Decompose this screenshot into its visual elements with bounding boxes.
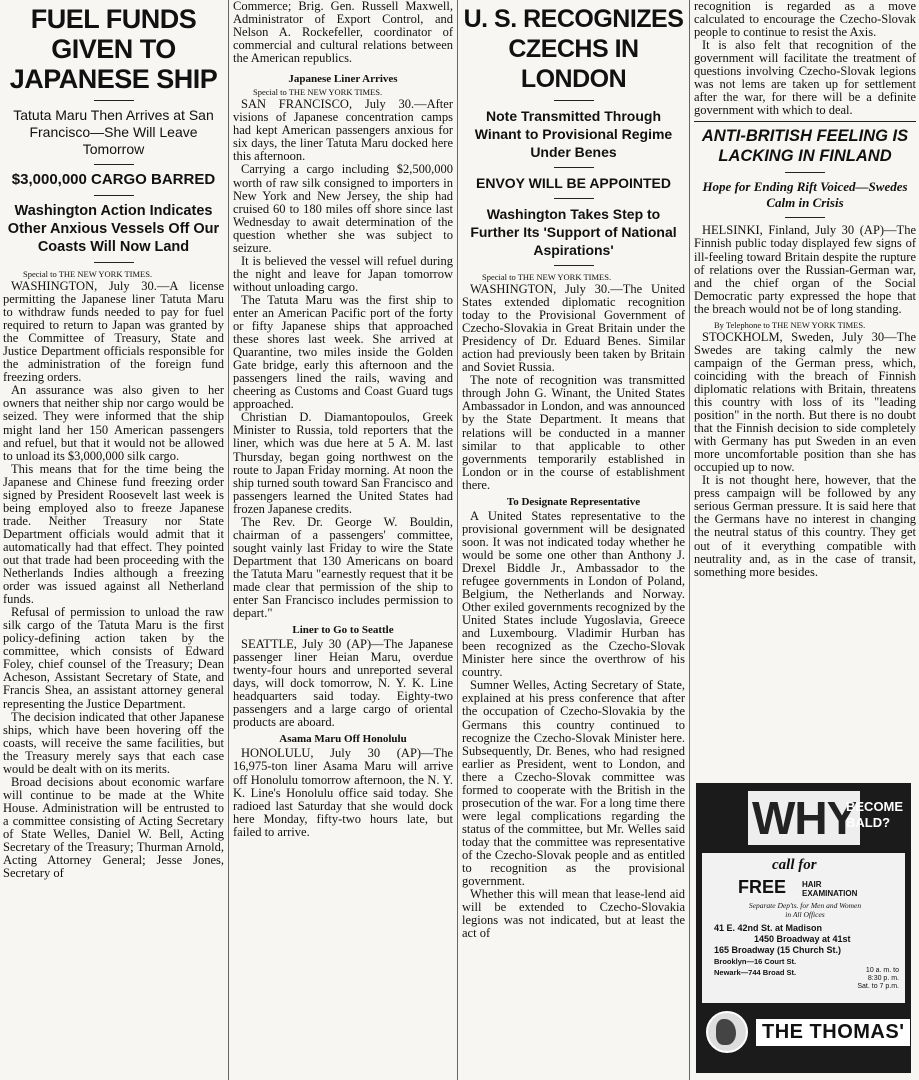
ad-address: 1450 Broadway at 41st: [754, 934, 851, 944]
paragraph: This means that for the time being the Japanese and Chinese fund freezing order signed by President Roosevelt last week is being employed also to freeze Japanese trade. Neither Treasury nor State Department officials would admit that it automatically had that effect. They pointed out that trade had been proceeding with the Netherlands Indies although a freezing order was issued against all Netherland funds.: [3, 461, 224, 607]
divider: [554, 198, 594, 199]
article-continued: [233, 0, 453, 65]
ad-examination: EXAMINATION: [802, 889, 858, 898]
deck-washington-step: Washington Takes Step to Further Its 'Support of National Aspirations': [470, 206, 677, 258]
ad-bald: BALD?: [846, 815, 891, 830]
deck-tatuta-arrives: Tatuta Maru Then Arrives at San Francisco—She Will Leave Tomorrow: [13, 107, 214, 157]
paragraph: It is also felt that recognition of the government will facilitate the treatment of questions involving Czecho-Slovak legions was not lems are taken up for settlement after the war, for there will be a definite government with which to deal.: [694, 38, 916, 118]
ad-offer-panel: [702, 853, 905, 1003]
ad-address: 41 E. 42nd St. at Madison: [714, 923, 823, 933]
headline-finland: ANTI-BRITISH FEELING IS LACKING IN FINLAND: [701, 127, 909, 166]
paragraph: STOCKHOLM, Sweden, July 30—The Swedes are taking calmly the new campaign of the German press, which, coinciding with the breach of Finnish diplomatic relations with Britain, threatens this country with loss of its "leading position" in the north. But there is no doubt that the Finnish decision to side completely with Germany has put Sweden in an even more uncomfortable position than she has occupied up to now.: [694, 329, 916, 475]
paragraph: SEATTLE, July 30 (AP)—The Japanese passenger liner Heian Maru, overdue twenty-four hours and unreported several days, will dock tomorrow, N. Y. K. Line headquarters said today. Eighty-two passengers and a large cargo of oriental products are aboard.: [233, 637, 453, 730]
column-rule: [689, 0, 690, 1080]
paragraph: An assurance was also given to her owners that neither ship nor cargo would be seized. They were informed that the ship might land her 150 American passengers and refuel, but that it would not be allowed to unload its $3,000,000 silk cargo.: [3, 383, 224, 463]
ad-call-for: call for: [772, 857, 817, 873]
paragraph: recognition is regarded as a move calculated to encourage the Czecho-Slovak people to continue to resist the Axis.: [694, 0, 916, 40]
article-body: [694, 331, 916, 579]
headline-fuel-funds: FUEL FUNDS GIVEN TO JAPANESE SHIP: [9, 4, 218, 94]
special-credit: By Telephone to THE NEW YORK TIMES.: [714, 319, 866, 330]
article-body: [462, 283, 685, 492]
deck-washington-action: Washington Action Indicates Other Anxious Vessels Off Our Coasts Will Now Land: [7, 203, 220, 255]
ad-brand: THE THOMAS': [756, 1019, 910, 1046]
paragraph: It is believed the vessel will refuel during the night and leave for Japan tomorrow without unloading cargo.: [233, 253, 453, 294]
special-credit: Special to THE NEW YORK TIMES.: [482, 272, 612, 282]
ad-become-bald: [846, 799, 903, 831]
paragraph: WASHINGTON, July 30.—The United States extended diplomatic recognition today to the Provisional Government of Czecho-Slovakia in Great Britain under the Presidency of Dr. Eduard Benes. Similar action had previously been taken by Britain and Soviet Russia.: [462, 282, 685, 375]
divider: [785, 217, 825, 218]
column-rule: [228, 0, 229, 1080]
ad-why: WHY: [748, 791, 860, 845]
special-credit: Special to THE NEW YORK TIMES.: [253, 87, 383, 98]
article-continued: [694, 0, 916, 117]
paragraph: It is not thought here, however, that the press campaign will be followed by any serious German pressure. It is said here that the Germans have no interest in changing the neutral status of this country. They get out of it everything compatible with neutrality and, as in the case of transit, something more besides.: [694, 473, 916, 579]
subhead-japanese-liner: Japanese Liner Arrives: [288, 73, 398, 86]
paragraph: HELSINKI, Finland, July 30 (AP)—The Finnish public today displayed few signs of ill-feeling toward Britain despite the rupture of relations over the Russian-German war, and the chief organ of the Social Democratic party expressed the hope that the breach would not be of long standing.: [694, 223, 916, 316]
divider: [94, 100, 134, 101]
ad-hours-line: 8:30 p. m.: [867, 975, 899, 982]
divider: [554, 167, 594, 168]
globe-icon: [706, 1011, 748, 1053]
column-czechs: [459, 0, 688, 1080]
ad-address: Newark—744 Broad St.: [714, 968, 797, 977]
article-body: [694, 224, 916, 315]
paragraph: Whether this will mean that lease-lend aid will be extended to Czecho-Slovakia legions was not indicated, but at least the act of: [462, 887, 685, 941]
article-body: [233, 638, 453, 729]
ad-hours-line: 10 a. m. to: [865, 967, 899, 974]
column-fuel-funds: [0, 0, 227, 1080]
paragraph: The note of recognition was transmitted through John G. Winant, the United States Ambassador in London, and was announced by the State Department. It means that relations will be conducted in a manner similar to that applicable to other governments temporarily established in London or in the course of establishment there.: [462, 373, 685, 492]
paragraph: Carrying a cargo including $2,500,000 worth of raw silk consigned to importers in New York and New Jersey, the ship had cruised 60 to 180 miles off shore since last Wednesday to await determination of the question whether she was subject to seizure.: [233, 162, 453, 255]
article-body: [233, 747, 453, 838]
divider: [554, 265, 594, 266]
ad-offices: in All Offices: [785, 910, 825, 919]
ad-become: BECOME: [846, 799, 904, 814]
deck-cargo-barred: $3,000,000 CARGO BARRED: [11, 171, 216, 188]
subhead-honolulu: Asama Maru Off Honolulu: [279, 733, 407, 746]
divider: [94, 164, 134, 165]
ad-address: 165 Broadway (15 Church St.): [714, 945, 842, 955]
column-japanese-liner: [230, 0, 456, 1080]
paragraph: HONOLULU, July 30 (AP)—The 16,975-ton liner Asama Maru will arrive off Honolulu tomorrow afternoon, the N. Y. K. Line's Honolulu office said today. She radioed last Saturday that she would dock here Monday, fifty-two hours late, but failed to arrive.: [233, 746, 453, 839]
special-credit: Special to THE NEW YORK TIMES.: [23, 269, 153, 279]
ad-separate: Separate Dep'ts. for Men and Women: [748, 901, 862, 910]
headline-czechs: U. S. RECOGNIZES CZECHS IN LONDON: [463, 5, 684, 93]
ad-separate-depts: [720, 901, 890, 919]
paragraph: WASHINGTON, July 30.—A license permitting the Japanese liner Tatuta Maru to withdraw funds needed to pay for fuel required to return to Japan was granted by the Committee of Treasury, State and Justice Department officials responsible for the administration of the foreign fund freezing orders.: [3, 279, 224, 385]
column-rule: [457, 0, 458, 1080]
paragraph: SAN FRANCISCO, July 30.—After visions of Japanese concentration camps had kept American passengers anxious for six days, the liner Tatuta Maru docked here this afternoon.: [233, 97, 453, 164]
paragraph: The decision indicated that other Japanese ships, which have been hovering off the coasts, will receive the same facilities, but the Treasury merely says that each case would be dealt with on its merits.: [3, 709, 224, 776]
deck-note-transmitted: Note Transmitted Through Winant to Provisional Regime Under Benes: [474, 108, 673, 160]
paragraph: Broad decisions about economic warfare will continue to be made at the White House. Administration will be entrusted to a committee consisting of Acting Secretary of State Welles, Daniel W. Bell, Acting Secretary of the Treasury; Thurman Arnold, Acting Attorney General; Jesse Jones, Secretary of: [3, 774, 224, 881]
article-body: [462, 510, 685, 941]
divider: [694, 121, 916, 122]
subhead-seattle: Liner to Go to Seattle: [292, 624, 394, 637]
paragraph: Refusal of permission to unload the raw silk cargo of the Tatuta Maru is the first policy-defining action taken by the committee, which consists of Edward Foley, chief counsel of the Treasury; Dean Acheson, Assistant Secretary of State, and Francis Shea, an assistant attorney general representing the Justice Department.: [3, 605, 224, 711]
ad-address: Brooklyn—16 Court St.: [714, 957, 797, 966]
advertisement-thomas: [696, 783, 911, 1073]
divider: [94, 262, 134, 263]
column-finland: [691, 0, 919, 1080]
ad-hair-examination: [802, 880, 857, 898]
divider: [554, 100, 594, 101]
ad-hours-line: Sat. to 7 p.m.: [857, 983, 899, 990]
ad-free: FREE: [738, 877, 787, 897]
article-body: [3, 280, 224, 880]
paragraph: Sumner Welles, Acting Secretary of State, explained at his press conference that after the occupation of Czecho-Slovakia by the Germans this country continued to recognize the Czecho-Slovak Minister here. Subsequently, Dr. Benes, who had resigned earlier as President, went to London, and there a Czecho-Slovak committee was formed to cooperate with the British in the prosecution of the war. For a long time there were legal complications regarding the status of the committee, but Mr. Welles said today that the committee was representative of the Czecho-Slovak people and as entitled to recognition as the provisional government.: [462, 678, 685, 889]
paragraph: Christian D. Diamantopoulos, Greek Minister to Russia, told reporters that the liner, which was due here at 5 A. M. last Thursday, began going northwest on the route to Japan Friday morning. At noon the ship turned south toward San Francisco and passengers learned the United States had frozen Japanese credits.: [233, 410, 453, 516]
paragraph: The Tatuta Maru was the first ship to enter an American Pacific port of the forty or fifty Japanese ships that approached these shores last week. She arrived at Quarantine, two miles inside the Golden Gate bridge, early this afternoon and the passengers lined the rails, waving and cheering as Customs and Coast Guard tugs approached.: [233, 292, 453, 412]
deck-envoy: ENVOY WILL BE APPOINTED: [476, 175, 671, 191]
ad-hours: [857, 967, 899, 991]
subhead-designate: To Designate Representative: [506, 495, 641, 508]
deck-hope: Hope for Ending Rift Voiced—Swedes Calm in Crisis: [702, 179, 908, 211]
divider: [785, 172, 825, 173]
article-body: [233, 98, 453, 620]
paragraph: The Rev. Dr. George W. Bouldin, chairman of a passengers' committee, sought vainly last Friday to wire the State Department that 130 Americans on board the Tatuta Maru "earnestly request that it be made clear that permission of the ship to enter San Francisco includes permission to depart.": [233, 514, 453, 621]
ad-hair: HAIR: [802, 880, 822, 889]
paragraph: A United States representative to the provisional government will be designated soon. It was not indicated today whether he would be some one other than Anthony J. Drexel Biddle Jr., Ambassador to the refugee governments in London of Poland, Belgium, the Netherlands and Norway. Other exiled governments recognized by the United States include Yugoslavia, Greece and Luxembourg. Vladimir Hurban has been recognized as the Czecho-Slovak Minister here since the overthrow of his country.: [462, 508, 685, 680]
divider: [94, 195, 134, 196]
paragraph: Commerce; Brig. Gen. Russell Maxwell, Administrator of Export Control, and Nelson A. Rockefeller, coordinator of commercial and cultural relations between the American republics.: [233, 0, 453, 66]
